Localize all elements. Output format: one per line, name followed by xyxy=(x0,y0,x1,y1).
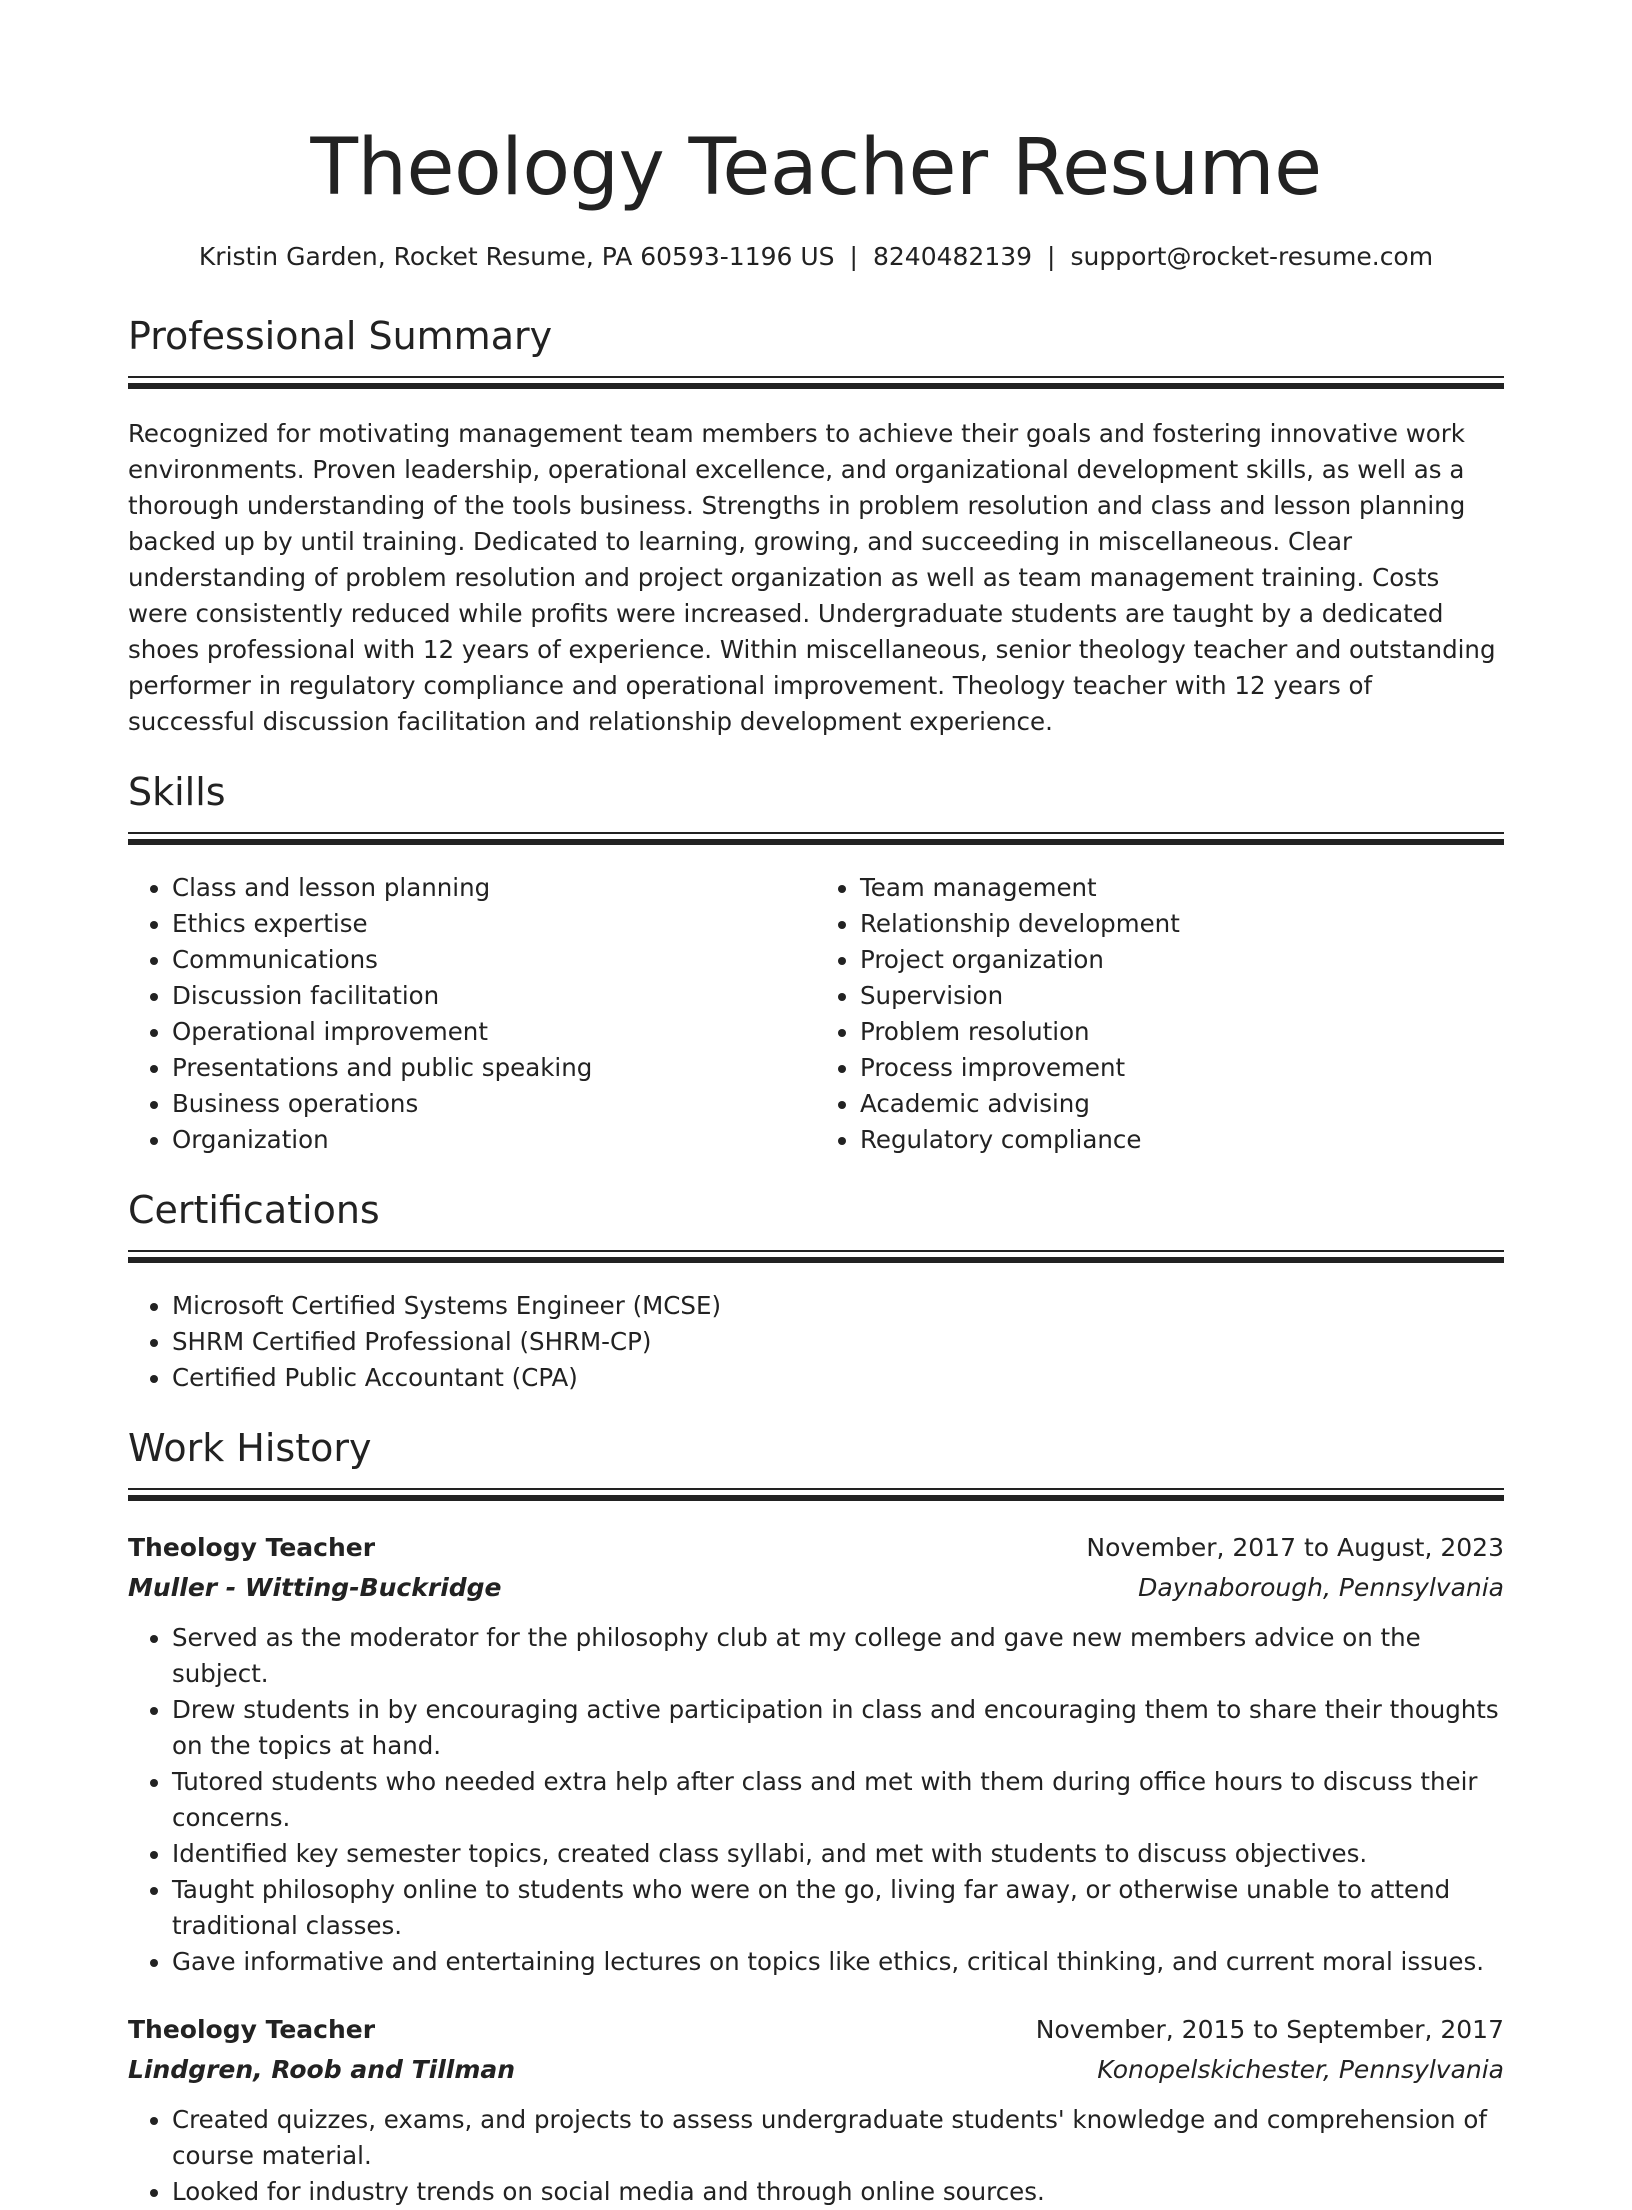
job-bullets xyxy=(128,1620,1504,1980)
job-entry xyxy=(128,2010,1504,2210)
job-company: Lindgren, Roob and Tillman xyxy=(128,2055,516,2084)
section-divider xyxy=(128,1250,1504,1272)
skills-grid xyxy=(128,870,1504,1158)
summary-section xyxy=(128,314,1504,740)
skill-item: • Discussion facilitation xyxy=(172,978,816,1014)
certification-item: • SHRM Certified Professional (SHRM-CP) xyxy=(172,1324,1504,1360)
skill-item: • Team management xyxy=(860,870,1504,906)
contact-separator: | xyxy=(849,242,858,271)
skill-item: • Organization xyxy=(172,1122,816,1158)
job-bullet: • Looked for industry trends on social media and through online sources. xyxy=(172,2174,1504,2210)
job-location: Daynaborough, Pennsylvania xyxy=(1138,1573,1504,1602)
job-entry xyxy=(128,1528,1504,1980)
skill-item: • Project organization xyxy=(860,942,1504,978)
skills-section xyxy=(128,770,1504,1158)
certifications-list xyxy=(128,1288,1504,1396)
skill-item: • Operational improvement xyxy=(172,1014,816,1050)
skill-item: • Communications xyxy=(172,942,816,978)
skill-item: • Relationship development xyxy=(860,906,1504,942)
summary-text: Recognized for motivating management team members to achieve their goals and fostering innovative work environments. Proven leadership, operational excellence, and organizational development skills, as well as a thorough understanding of the tools business. Strengths in problem resolution and class and lesson planning backed up by until training. Dedicated to learning, growing, and succeeding in miscellaneous. Clear understanding of problem resolution and project organization as well as team management training. Costs were consistently reduced while profits were increased. Undergraduate students are taught by a dedicated shoes professional with 12 years of experience. Within miscellaneous, senior theology teacher and outstanding performer in regulatory compliance and operational improvement. Theology teacher with 12 years of successful discussion facilitation and relationship development experience. xyxy=(128,419,1496,736)
skill-item: • Academic advising xyxy=(860,1086,1504,1122)
job-bullet: • Drew students in by encouraging active participation in class and encouraging them to share their thoughts on the topics at hand. xyxy=(172,1692,1504,1764)
job-dates: November, 2017 to August, 2023 xyxy=(1086,1533,1504,1562)
contact-separator: | xyxy=(1047,242,1056,271)
section-divider xyxy=(128,376,1504,398)
job-bullet: • Tutored students who needed extra help after class and met with them during office hours to discuss their concerns. xyxy=(172,1764,1504,1836)
skills-list-right xyxy=(816,870,1504,1158)
skill-item: • Supervision xyxy=(860,978,1504,1014)
work-history-section xyxy=(128,1426,1504,2210)
job-company-row xyxy=(128,1568,1504,1608)
job-header-row xyxy=(128,2010,1504,2050)
job-location: Konopelskichester, Pennsylvania xyxy=(1097,2055,1504,2084)
job-bullet: • Taught philosophy online to students who were on the go, living far away, or otherwise unable to attend traditional classes. xyxy=(172,1872,1504,1944)
work-history-heading: Work History xyxy=(128,1426,372,1470)
job-bullet: • Identified key semester topics, created class syllabi, and met with students to discuss objectives. xyxy=(172,1836,1504,1872)
certification-item: • Microsoft Certified Systems Engineer (MCSE) xyxy=(172,1288,1504,1324)
job-title: Theology Teacher xyxy=(128,1533,376,1562)
section-divider xyxy=(128,832,1504,854)
skill-item: • Presentations and public speaking xyxy=(172,1050,816,1086)
job-bullets xyxy=(128,2102,1504,2210)
job-bullet: • Created quizzes, exams, and projects to assess undergraduate students' knowledge and comprehension of course material. xyxy=(172,2102,1504,2174)
resume-title: Theology Teacher Resume xyxy=(310,123,1322,213)
job-header-row xyxy=(128,1528,1504,1568)
section-divider xyxy=(128,1488,1504,1510)
job-bullet: • Gave informative and entertaining lectures on topics like ethics, critical thinking, and current moral issues. xyxy=(172,1944,1504,1980)
job-company-row xyxy=(128,2050,1504,2090)
skill-item: • Process improvement xyxy=(860,1050,1504,1086)
certifications-heading: Certifications xyxy=(128,1188,380,1232)
skills-heading: Skills xyxy=(128,770,226,814)
certifications-section xyxy=(128,1188,1504,1396)
job-title: Theology Teacher xyxy=(128,2015,376,2044)
skill-item: • Regulatory compliance xyxy=(860,1122,1504,1158)
job-bullet: • Served as the moderator for the philosophy club at my college and gave new members advice on the subject. xyxy=(172,1620,1504,1692)
summary-heading: Professional Summary xyxy=(128,314,553,358)
job-dates: November, 2015 to September, 2017 xyxy=(1035,2015,1504,2044)
skill-item: • Ethics expertise xyxy=(172,906,816,942)
contact-line xyxy=(128,242,1504,272)
contact-phone: 8240482139 xyxy=(872,242,1033,271)
skills-list-left xyxy=(128,870,816,1158)
job-company: Muller - Witting-Buckridge xyxy=(128,1573,502,1602)
skill-item: • Business operations xyxy=(172,1086,816,1122)
contact-address: Kristin Garden, Rocket Resume, PA 60593-1196 US xyxy=(198,242,835,271)
contact-email: support@rocket-resume.com xyxy=(1070,242,1434,271)
certification-item: • Certified Public Accountant (CPA) xyxy=(172,1360,1504,1396)
skill-item: • Problem resolution xyxy=(860,1014,1504,1050)
skill-item: • Class and lesson planning xyxy=(172,870,816,906)
